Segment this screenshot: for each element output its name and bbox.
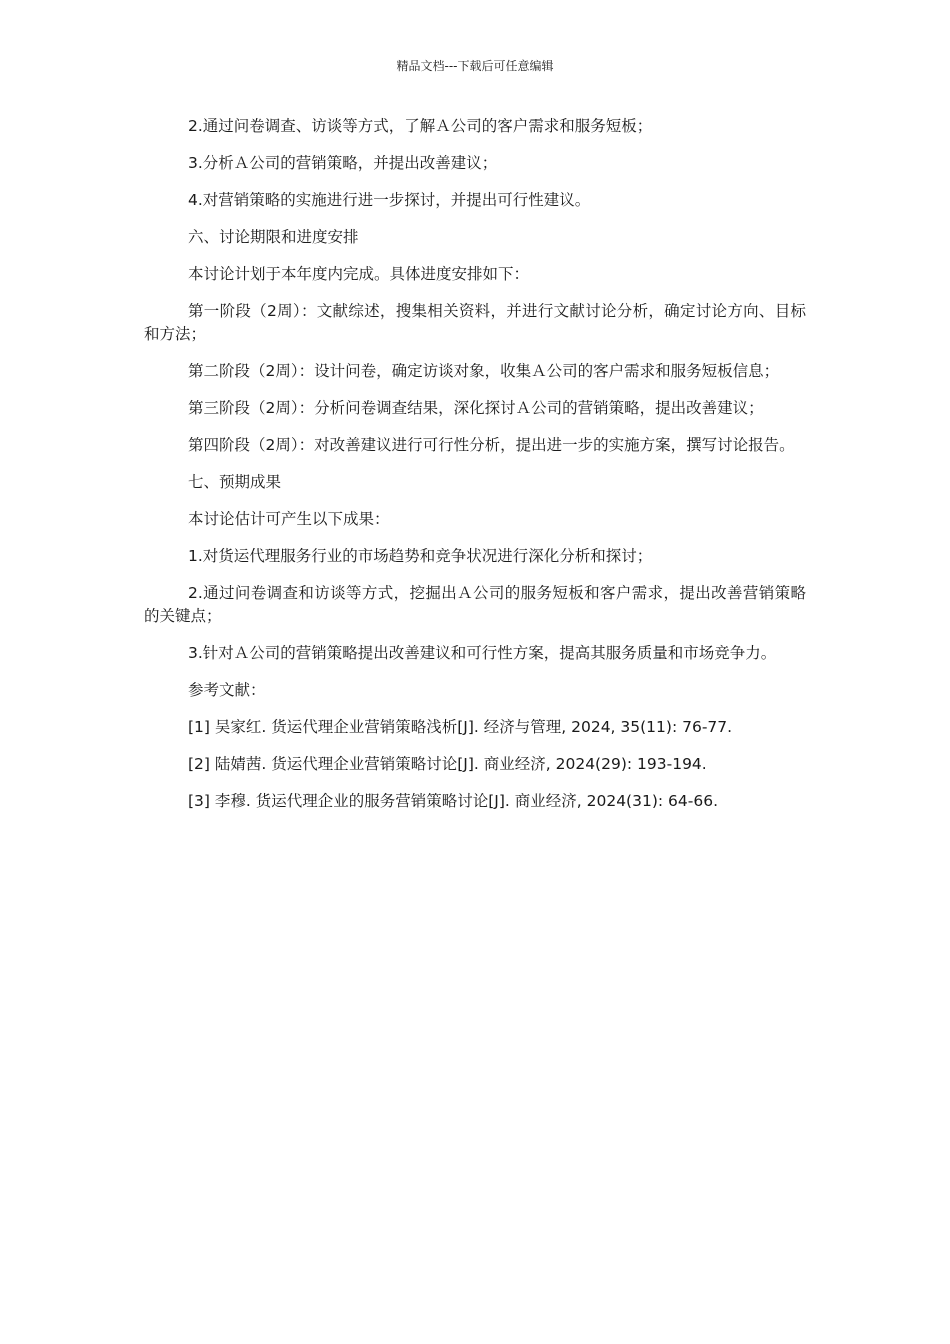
references-heading: 参考文献：	[188, 681, 266, 699]
outcome-item-1: 1.对货运代理服务行业的市场趋势和竞争状况进行深化分析和探讨；	[188, 547, 653, 565]
schedule-phase-2: 第二阶段（2周）：设计问卷，确定访谈对象，收集Ａ公司的客户需求和服务短板信息；	[188, 362, 780, 380]
reference-item-2: [2] 陆婧茜. 货运代理企业营销策略讨论[J]. 商业经济, 2024(29): 193-194.	[188, 755, 707, 773]
reference-item-3: [3] 李穆. 货运代理企业的服务营销策略讨论[J]. 商业经济, 2024(31): 64-66.	[188, 792, 718, 810]
outcomes-intro: 本讨论估计可产生以下成果：	[188, 510, 390, 528]
objective-item-2: 2.通过问卷调查、访谈等方式，了解Ａ公司的客户需求和服务短板；	[188, 117, 653, 135]
schedule-phase-3: 第三阶段（2周）：分析问卷调查结果，深化探讨Ａ公司的营销策略，提出改善建议；	[188, 399, 764, 417]
schedule-phase-1: 第一阶段（2周）：文献综述，搜集相关资料，并进行文献讨论分析，确定讨论方向、目标和方法；	[144, 302, 806, 343]
outcome-item-3: 3.针对Ａ公司的营销策略提出改善建议和可行性方案，提高其服务质量和市场竞争力。	[188, 644, 777, 662]
page-header: 精品文档---下载后可任意编辑	[396, 59, 554, 73]
schedule-phase-4: 第四阶段（2周）：对改善建议进行可行性分析，提出进一步的实施方案，撰写讨论报告。	[188, 436, 795, 454]
reference-item-1: [1] 吴家红. 货运代理企业营销策略浅析[J]. 经济与管理, 2024, 35(11): 76-77.	[188, 718, 733, 736]
section-heading-schedule: 六、讨论期限和进度安排	[188, 228, 359, 246]
objective-item-3: 3.分析Ａ公司的营销策略，并提出改善建议；	[188, 154, 498, 172]
schedule-intro: 本讨论计划于本年度内完成。具体进度安排如下：	[188, 265, 530, 283]
section-heading-outcomes: 七、预期成果	[188, 473, 282, 491]
objective-item-4: 4.对营销策略的实施进行进一步探讨，并提出可行性建议。	[188, 191, 591, 209]
outcome-item-2: 2.通过问卷调查和访谈等方式，挖掘出Ａ公司的服务短板和客户需求，提出改善营销策略的关键点；	[144, 584, 806, 625]
document-body	[144, 115, 806, 827]
